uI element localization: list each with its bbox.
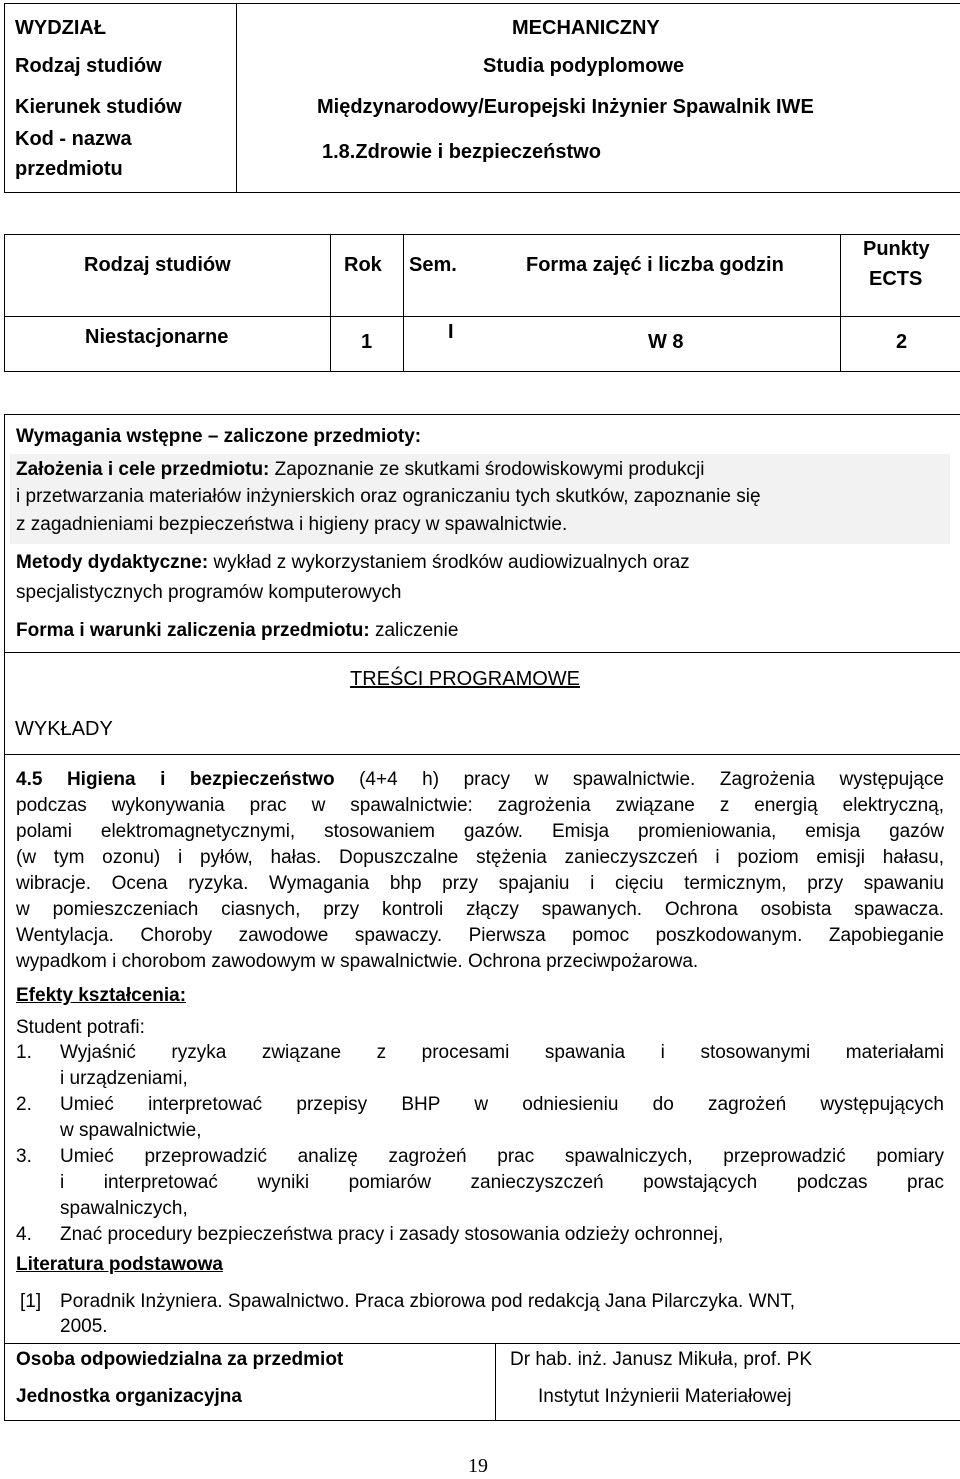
header-forma: Forma zajęć i liczba godzin — [526, 254, 784, 276]
lecture-line-6: w pomieszczeniach ciasnych, przy kontroli złączy spawanych. Ochrona osobista spawacza. — [16, 899, 944, 920]
study-table-row-divider — [4, 316, 960, 317]
osoba-label: Osoba odpowiedzialna za przedmiot — [16, 1349, 344, 1370]
efekty-item-4-num: 4. — [16, 1224, 32, 1245]
efekty-item-3-num: 3. — [16, 1146, 32, 1167]
metody-line2: specjalistycznych programów komputerowych — [16, 582, 402, 603]
label-kod-line2: przedmiotu — [15, 158, 123, 180]
efekty-item-3-line2: i interpretować wyniki pomiarów zanieczyszczeń powstających podczas prac — [60, 1172, 944, 1193]
lecture-line-3: polami elektromagnetycznymi, stosowaniem gazów. Emisja promieniowania, emisja gazów — [16, 821, 944, 842]
page-number: 19 — [468, 1455, 488, 1477]
lecture-line-7: Wentylacja. Choroby zawodowe spawaczy. Pierwsza pomoc poszkodowanym. Zapobieganie — [16, 925, 944, 946]
efekty-heading: Efekty kształcenia: — [16, 985, 187, 1006]
efekty-intro: Student potrafi: — [16, 1017, 145, 1038]
efekty-item-1-line1: Wyjaśnić ryzyka związane z procesami spawania i stosowanymi materiałami — [60, 1042, 944, 1063]
study-col-divider-1 — [330, 234, 331, 372]
label-wydzial: WYDZIAŁ — [15, 17, 107, 39]
lecture-line-2: podczas wykonywania prac w spawalnictwie: zagrożenia związane z energią elektryczną, — [16, 795, 944, 816]
metody-label: Metody dydaktyczne: — [16, 552, 209, 573]
value-sem: I — [448, 321, 454, 343]
header-sem: Sem. — [409, 254, 457, 276]
forma-value: zaliczenie — [374, 620, 459, 641]
study-col-divider-2 — [403, 234, 404, 372]
efekty-item-2-line1: Umieć interpretować przepisy BHP w odniesieniu do zagrożeń występujących — [60, 1094, 944, 1115]
osoba-value: Dr hab. inż. Janusz Mikuła, prof. PK — [510, 1349, 813, 1370]
value-rok: 1 — [361, 331, 373, 353]
literatura-item-1-num: [1] — [20, 1291, 42, 1312]
efekty-item-4-line1: Znać procedury bezpieczeństwa pracy i zasady stosowania odzieży ochronnej, — [60, 1224, 724, 1245]
study-col-divider-3 — [840, 234, 841, 372]
zalozenia-text-1: Zapoznanie ze skutkami środowiskowymi produkcji — [274, 459, 705, 480]
value-punkty: 2 — [896, 331, 908, 353]
value-rodzaj: Niestacjonarne — [85, 326, 229, 348]
wyklady-top-rule — [4, 652, 960, 653]
zalozenia-line1 — [16, 459, 704, 481]
header-punkty-line1: Punkty — [863, 238, 930, 260]
literatura-item-1-line2: 2005. — [60, 1316, 108, 1337]
value-forma: W 8 — [648, 331, 684, 353]
label-kod-line1: Kod - nazwa — [15, 128, 132, 150]
lecture-text-1: (4+4 h) pracy w spawalnictwie. Zagrożenia występujące — [359, 769, 944, 790]
metody-text-1: wykład z wykorzystaniem środków audiowizualnych oraz — [213, 552, 690, 573]
lecture-line-8: wypadkom i chorobom zawodowym w spawalnictwie. Ochrona przeciwpożarowa. — [16, 951, 699, 972]
forma-label: Forma i warunki zaliczenia przedmiotu: — [16, 620, 370, 641]
value-kod: 1.8.Zdrowie i bezpieczeństwo — [322, 141, 601, 163]
zalozenia-label: Założenia i cele przedmiotu: — [16, 459, 270, 480]
jednostka-label: Jednostka organizacyjna — [16, 1386, 242, 1407]
tresci-programowe-heading: TREŚCI PROGRAMOWE — [350, 668, 581, 690]
header-rok: Rok — [344, 254, 382, 276]
lecture-line-4: (w tym ozonu) i pyłów, hałas. Dopuszczalne stężenia zanieczyszczeń i poziom emisji hałasu, — [16, 847, 944, 868]
value-kierunek: Międzynarodowy/Europejski Inżynier Spawalnik IWE — [317, 96, 814, 118]
efekty-item-3-line3: spawalniczych, — [60, 1198, 188, 1219]
value-rodzaj-studiow: Studia podyplomowe — [483, 55, 685, 77]
literatura-item-1-line1: Poradnik Inżyniera. Spawalnictwo. Praca zbiorowa pod redakcją Jana Pilarczyka. WNT, — [60, 1291, 795, 1312]
zalozenia-line2: i przetwarzania materiałów inżynierskich oraz ograniczaniu tych skutków, zapoznanie się — [16, 486, 761, 507]
efekty-item-1-num: 1. — [16, 1042, 32, 1063]
header-punkty-line2: ECTS — [869, 268, 923, 290]
efekty-item-3-line1: Umieć przeprowadzić analizę zagrożeń prac spawalniczych, przeprowadzić pomiary — [60, 1146, 944, 1167]
header-rodzaj: Rodzaj studiów — [84, 254, 231, 276]
header-table-divider — [236, 3, 237, 193]
zalozenia-line3: z zagadnieniami bezpieczeństwa i higieny pracy w spawalnictwie. — [16, 514, 568, 535]
wymagania-label: Wymagania wstępne – zaliczone przedmioty: — [16, 426, 422, 447]
lecture-line-1 — [16, 769, 944, 791]
jednostka-value: Instytut Inżynierii Materiałowej — [538, 1386, 792, 1407]
value-wydzial: MECHANICZNY — [512, 17, 660, 39]
efekty-item-1-line2: i urządzeniami, — [60, 1068, 188, 1089]
forma-line — [16, 620, 458, 642]
wyklady-bottom-rule — [4, 754, 960, 755]
label-kierunek: Kierunek studiów — [15, 96, 182, 118]
efekty-item-2-num: 2. — [16, 1094, 32, 1115]
footer-col-divider — [495, 1343, 496, 1421]
wyklady-heading: WYKŁADY — [15, 718, 113, 740]
footer-top-rule — [4, 1343, 960, 1344]
lecture-title: 4.5 Higiena i bezpieczeństwo — [16, 769, 335, 790]
label-rodzaj-studiow: Rodzaj studiów — [15, 55, 162, 77]
lecture-line-5: wibracje. Ocena ryzyka. Wymagania bhp przy spajaniu i cięciu termicznym, przy spawaniu — [16, 873, 944, 894]
efekty-item-2-line2: w spawalnictwie, — [60, 1120, 202, 1141]
metody-line1 — [16, 552, 690, 574]
literatura-heading: Literatura podstawowa — [16, 1254, 223, 1275]
